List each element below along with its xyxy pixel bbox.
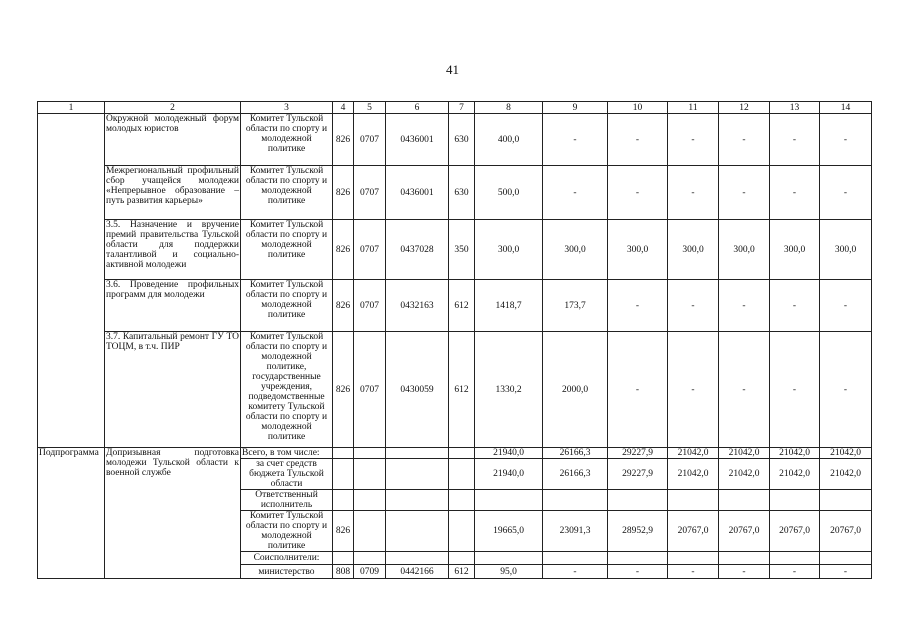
amount-value <box>820 552 872 565</box>
column-number-8: 8 <box>475 102 543 114</box>
amount-value: - <box>719 280 770 332</box>
amount-value: 23091,3 <box>543 511 608 552</box>
executor: министерство <box>241 565 333 579</box>
column-number-6: 6 <box>386 102 449 114</box>
grbs-code: 808 <box>333 565 354 579</box>
amount-value: 21042,0 <box>668 459 719 490</box>
grbs-code: 826 <box>333 332 354 448</box>
target-article-code <box>386 459 449 490</box>
amount-value <box>668 490 719 511</box>
column-number-4: 4 <box>333 102 354 114</box>
amount-value: - <box>608 332 668 448</box>
amount-value: 300,0 <box>668 220 719 280</box>
amount-value <box>475 552 543 565</box>
amount-value: - <box>770 332 820 448</box>
table-row <box>38 220 872 280</box>
grbs-code: 826 <box>333 114 354 166</box>
subprogram-label: Подпрограмма <box>38 448 105 579</box>
amount-value <box>475 490 543 511</box>
amount-value <box>820 490 872 511</box>
amount-value: 173,7 <box>543 280 608 332</box>
column-number-7: 7 <box>449 102 475 114</box>
amount-value <box>719 552 770 565</box>
amount-value: - <box>719 114 770 166</box>
amount-value <box>770 490 820 511</box>
amount-value: 20767,0 <box>770 511 820 552</box>
amount-value: - <box>770 565 820 579</box>
amount-value: - <box>820 280 872 332</box>
grbs-code: 826 <box>333 220 354 280</box>
section-code: 0707 <box>354 166 386 220</box>
amount-value: - <box>820 332 872 448</box>
amount-value: - <box>608 114 668 166</box>
amount-value: - <box>668 565 719 579</box>
target-article-code <box>386 552 449 565</box>
amount-value: 26166,3 <box>543 459 608 490</box>
expense-type-code: 612 <box>449 565 475 579</box>
grbs-code: 826 <box>333 280 354 332</box>
amount-value: - <box>820 565 872 579</box>
amount-value: 20767,0 <box>668 511 719 552</box>
row-group-cell <box>38 114 105 448</box>
section-code: 0707 <box>354 280 386 332</box>
executor: Комитет Тульской области по спорту и молодежной политике, государственные учреждения, подведомственные комитету Тульской области по спорту и молодежной политике <box>241 332 333 448</box>
target-article-code <box>386 511 449 552</box>
amount-value: - <box>608 565 668 579</box>
section-code <box>354 459 386 490</box>
column-number-1: 1 <box>38 102 105 114</box>
amount-value: - <box>543 114 608 166</box>
amount-value: - <box>668 332 719 448</box>
amount-value: 21042,0 <box>820 448 872 459</box>
expense-type-code <box>449 552 475 565</box>
expense-type-code <box>449 448 475 459</box>
amount-value: - <box>543 565 608 579</box>
amount-value: 29227,9 <box>608 448 668 459</box>
amount-value: 500,0 <box>475 166 543 220</box>
amount-value: 29227,9 <box>608 459 668 490</box>
target-article-code: 0437028 <box>386 220 449 280</box>
expense-type-code <box>449 459 475 490</box>
amount-value: 21042,0 <box>719 459 770 490</box>
amount-value: 21042,0 <box>770 459 820 490</box>
amount-value: 300,0 <box>770 220 820 280</box>
amount-value <box>608 552 668 565</box>
expense-type-code: 350 <box>449 220 475 280</box>
amount-value <box>543 490 608 511</box>
amount-value: - <box>668 166 719 220</box>
amount-value <box>770 552 820 565</box>
amount-value: 300,0 <box>475 220 543 280</box>
amount-value: 300,0 <box>820 220 872 280</box>
target-article-code <box>386 490 449 511</box>
section-code: 0709 <box>354 565 386 579</box>
executor: за счет средств бюджета Тульской области <box>241 459 333 490</box>
page-number: 41 <box>446 62 459 77</box>
section-code: 0707 <box>354 114 386 166</box>
amount-value: - <box>770 280 820 332</box>
target-article-code: 0436001 <box>386 114 449 166</box>
expense-type-code <box>449 490 475 511</box>
column-number-row <box>38 102 872 114</box>
column-number-2: 2 <box>105 102 241 114</box>
amount-value: 300,0 <box>719 220 770 280</box>
amount-value: 28952,9 <box>608 511 668 552</box>
amount-value: 19665,0 <box>475 511 543 552</box>
amount-value: - <box>719 332 770 448</box>
grbs-code <box>333 459 354 490</box>
section-code <box>354 448 386 459</box>
amount-value <box>543 552 608 565</box>
column-number-11: 11 <box>668 102 719 114</box>
amount-value: 2000,0 <box>543 332 608 448</box>
measure-name: 3.7. Капитальный ремонт ГУ ТО ТОЦМ, в т.ч. ПИР <box>105 332 241 448</box>
amount-value: 26166,3 <box>543 448 608 459</box>
grbs-code <box>333 490 354 511</box>
executor: Комитет Тульской области по спорту и молодежной политике <box>241 511 333 552</box>
column-number-13: 13 <box>770 102 820 114</box>
executor: Соисполнители: <box>241 552 333 565</box>
amount-value: 21940,0 <box>475 448 543 459</box>
amount-value: 300,0 <box>608 220 668 280</box>
amount-value: 1418,7 <box>475 280 543 332</box>
measure-name: 3.5. Назначение и вручение премий правительства Тульской области для поддержки талантливой и социально-активной молодежи <box>105 220 241 280</box>
expense-type-code: 630 <box>449 166 475 220</box>
amount-value: - <box>668 280 719 332</box>
measure-name: Окружной молодежный форум молодых юристов <box>105 114 241 166</box>
section-code: 0707 <box>354 332 386 448</box>
grbs-code: 826 <box>333 166 354 220</box>
column-number-14: 14 <box>820 102 872 114</box>
executor: Ответственный исполнитель <box>241 490 333 511</box>
executor: Комитет Тульской области по спорту и молодежной политике <box>241 114 333 166</box>
expense-type-code: 612 <box>449 332 475 448</box>
grbs-code <box>333 552 354 565</box>
executor: Всего, в том числе: <box>241 448 333 459</box>
table-row <box>38 166 872 220</box>
amount-value: 21042,0 <box>719 448 770 459</box>
executor: Комитет Тульской области по спорту и молодежной политике <box>241 220 333 280</box>
amount-value: - <box>668 114 719 166</box>
grbs-code: 826 <box>333 511 354 552</box>
amount-value: - <box>820 166 872 220</box>
amount-value: - <box>608 280 668 332</box>
amount-value: 21042,0 <box>668 448 719 459</box>
amount-value: - <box>770 166 820 220</box>
amount-value: 20767,0 <box>719 511 770 552</box>
amount-value: - <box>543 166 608 220</box>
section-code <box>354 511 386 552</box>
amount-value: 20767,0 <box>820 511 872 552</box>
grbs-code <box>333 448 354 459</box>
target-article-code: 0442166 <box>386 565 449 579</box>
amount-value: - <box>719 565 770 579</box>
measure-name: Межрегиональный профильный сбор учащейся молодежи «Непрерывное образование – путь развития карьеры» <box>105 166 241 220</box>
amount-value <box>668 552 719 565</box>
amount-value: 21042,0 <box>770 448 820 459</box>
target-article-code: 0432163 <box>386 280 449 332</box>
subprogram-row <box>38 448 872 459</box>
executor: Комитет Тульской области по спорту и молодежной политике <box>241 166 333 220</box>
column-number-5: 5 <box>354 102 386 114</box>
amount-value <box>608 490 668 511</box>
amount-value: 300,0 <box>543 220 608 280</box>
amount-value: - <box>820 114 872 166</box>
table-row <box>38 280 872 332</box>
table-row <box>38 114 872 166</box>
measure-name: 3.6. Проведение профильных программ для молодежи <box>105 280 241 332</box>
expense-type-code <box>449 511 475 552</box>
target-article-code: 0436001 <box>386 166 449 220</box>
amount-value: - <box>719 166 770 220</box>
amount-value: 1330,2 <box>475 332 543 448</box>
target-article-code <box>386 448 449 459</box>
table-row <box>38 332 872 448</box>
target-article-code: 0430059 <box>386 332 449 448</box>
amount-value: - <box>608 166 668 220</box>
column-number-3: 3 <box>241 102 333 114</box>
amount-value: 400,0 <box>475 114 543 166</box>
section-code <box>354 552 386 565</box>
column-number-12: 12 <box>719 102 770 114</box>
amount-value: 95,0 <box>475 565 543 579</box>
amount-value: - <box>770 114 820 166</box>
expense-type-code: 612 <box>449 280 475 332</box>
subprogram-name: Допризывная подготовка молодежи Тульской области к военной службе <box>105 448 241 579</box>
column-number-9: 9 <box>543 102 608 114</box>
amount-value: 21042,0 <box>820 459 872 490</box>
section-code: 0707 <box>354 220 386 280</box>
budget-table <box>37 101 872 579</box>
amount-value: 21940,0 <box>475 459 543 490</box>
expense-type-code: 630 <box>449 114 475 166</box>
amount-value <box>719 490 770 511</box>
executor: Комитет Тульской области по спорту и молодежной политике <box>241 280 333 332</box>
section-code <box>354 490 386 511</box>
column-number-10: 10 <box>608 102 668 114</box>
